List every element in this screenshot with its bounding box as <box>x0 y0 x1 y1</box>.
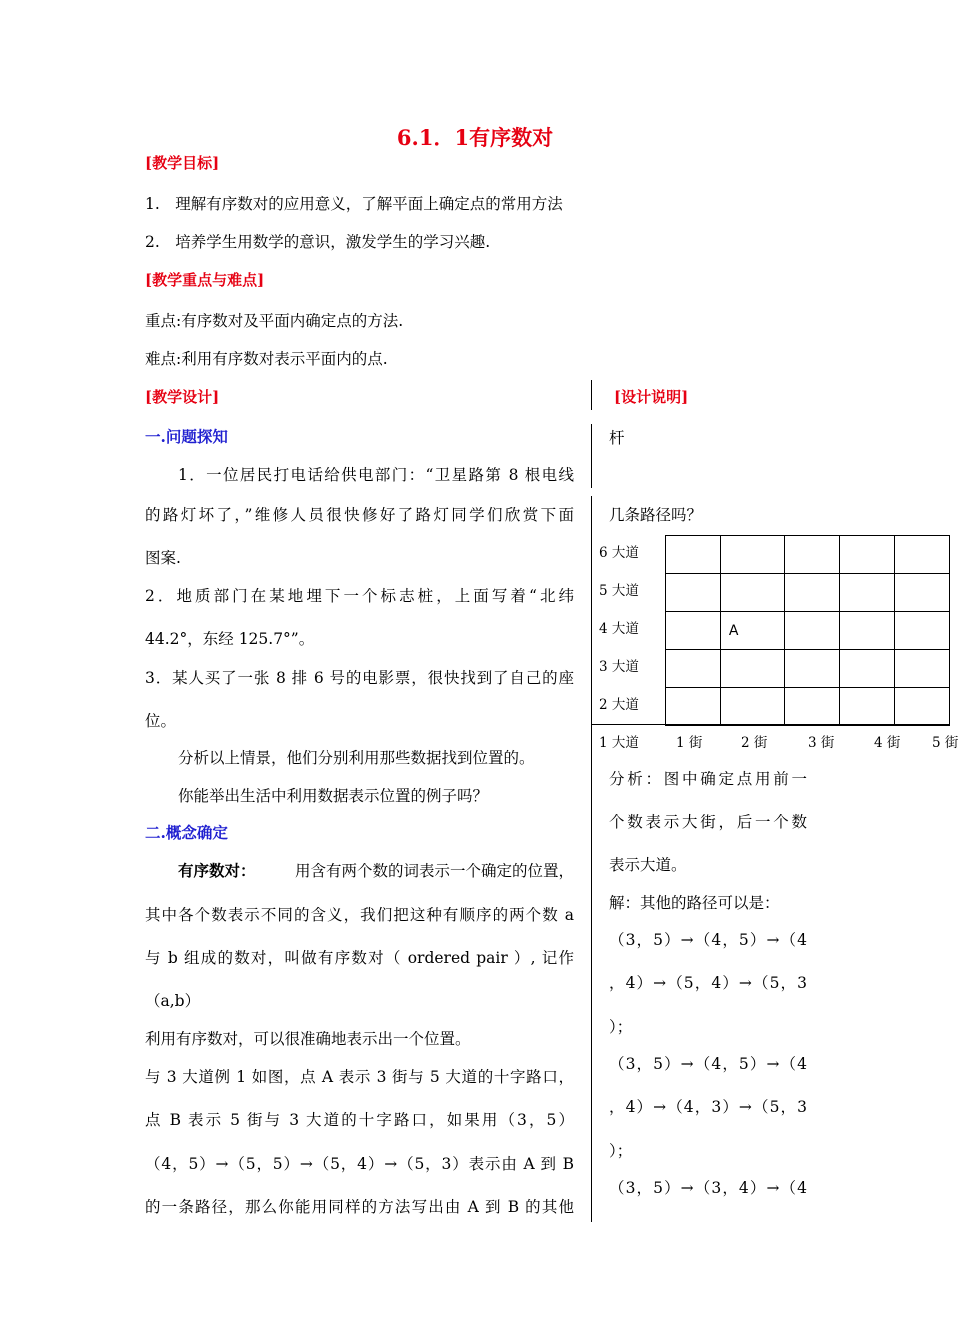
objectives-heading: [教学目标] <box>145 154 220 172</box>
design-heading: [教学设计] <box>145 388 220 406</box>
concept-line-4: （a,b） <box>145 992 201 1010</box>
solution-line-3: ，4）→（5，4）→（5，3 <box>609 974 807 992</box>
analysis-line-2: 个数表示大街，后一个数 <box>609 813 807 831</box>
left-line-5: 44.2°，东经 125.7°”。 <box>145 630 315 648</box>
concept-term: 有序数对： <box>178 861 256 880</box>
page-title: 6.1．1有序数对 <box>396 125 554 150</box>
right-line-top: 杆 <box>609 429 625 447</box>
street-grid <box>665 535 950 725</box>
left-line-1: 1．一位居民打电话给供电部门：“卫星路第 8 根电线 <box>178 466 574 484</box>
solution-line-5: （3，5）→（4，5）→（4 <box>609 1055 807 1073</box>
part2-heading: 二.概念确定 <box>145 823 228 842</box>
left-line-9: 你能举出生活中利用数据表示位置的例子吗？ <box>178 787 489 805</box>
avenue-label-6: 6 大道 <box>599 545 639 561</box>
difficulty-text: 难点:利用有序数对表示平面内的点. <box>145 350 388 368</box>
left-line-7: 位。 <box>145 712 177 730</box>
street-label-1: 1 街 <box>676 735 703 751</box>
solution-line-4: ）； <box>609 1018 633 1036</box>
key-point-text: 重点:有序数对及平面内确定点的方法. <box>145 312 404 330</box>
street-label-4: 4 街 <box>874 735 901 751</box>
left-line-4: 2．地质部门在某地埋下一个标志桩，上面写着“北纬 <box>145 587 574 605</box>
objective-2: 2. 培养学生用数学的意识，激发学生的学习兴趣. <box>145 233 491 251</box>
left-line-6: 3．某人买了一张 8 排 6 号的电影票，很快找到了自己的座 <box>145 669 574 687</box>
concept-line-6: 与 3 大道例 1 如图，点 A 表示 3 街与 5 大道的十字路口， <box>145 1068 574 1086</box>
solution-line-2: （3，5）→（4，5）→（4 <box>609 931 807 949</box>
part1-heading: 一.问题探知 <box>145 427 228 446</box>
notes-heading: [设计说明] <box>614 388 689 406</box>
avenue-label-3: 3 大道 <box>599 659 639 675</box>
objective-1: 1. 理解有序数对的应用意义，了解平面上确定点的常用方法 <box>145 195 563 213</box>
concept-line-9: 的一条路径，那么你能用同样的方法写出由 A 到 B 的其他 <box>145 1198 574 1216</box>
avenue-label-4: 4 大道 <box>599 621 639 637</box>
avenue-label-1: 1 大道 <box>599 735 639 751</box>
avenue-label-2: 2 大道 <box>599 697 639 713</box>
analysis-line-3: 表示大道。 <box>609 856 687 874</box>
street-label-5: 5 街 <box>932 735 958 751</box>
left-line-3: 图案. <box>145 549 181 567</box>
point-a-label: A <box>728 622 739 639</box>
concept-line-1 <box>178 859 574 881</box>
concept-line-8: （4，5）→（5，5）→（5，4）→（5，3）表示由 A 到 B <box>145 1155 574 1173</box>
concept-line-2: 其中各个数表示不同的含义，我们把这种有顺序的两个数 a <box>145 906 574 924</box>
analysis-line-1: 分析：图中确定点用前一 <box>609 770 807 788</box>
concept-line-7: 点 B 表示 5 街与 3 大道的十字路口，如果用（3，5） <box>145 1111 574 1129</box>
solution-line-7: ）； <box>609 1142 633 1160</box>
right-line-question: 几条路径吗？ <box>609 506 703 524</box>
street-label-3: 3 街 <box>808 735 835 751</box>
left-line-2: 的路灯坏了，”维修人员很快修好了路灯同学们欣赏下面 <box>145 506 574 524</box>
concept-line-5: 利用有序数对，可以很准确地表示出一个位置。 <box>145 1030 471 1048</box>
column-divider-main <box>591 496 592 1222</box>
concept-line-3: 与 b 组成的数对，叫做有序数对（ ordered pair ）, 记作 <box>145 949 574 967</box>
solution-line-1: 解：其他的路径可以是： <box>609 894 780 912</box>
column-divider-upper <box>591 424 592 488</box>
street-label-2: 2 街 <box>741 735 768 751</box>
key-points-heading: [教学重点与难点] <box>145 271 265 289</box>
column-divider-top <box>591 380 592 410</box>
concept-line-1-text: 用含有两个数的词表示一个确定的位置， <box>294 862 574 880</box>
left-line-8: 分析以上情景，他们分别利用那些数据找到位置的。 <box>178 749 535 767</box>
solution-line-8: （3，5）→（3，4）→（4 <box>609 1179 807 1197</box>
solution-line-6: ，4）→（4，3）→（5，3 <box>609 1098 807 1116</box>
avenue-label-5: 5 大道 <box>599 583 639 599</box>
